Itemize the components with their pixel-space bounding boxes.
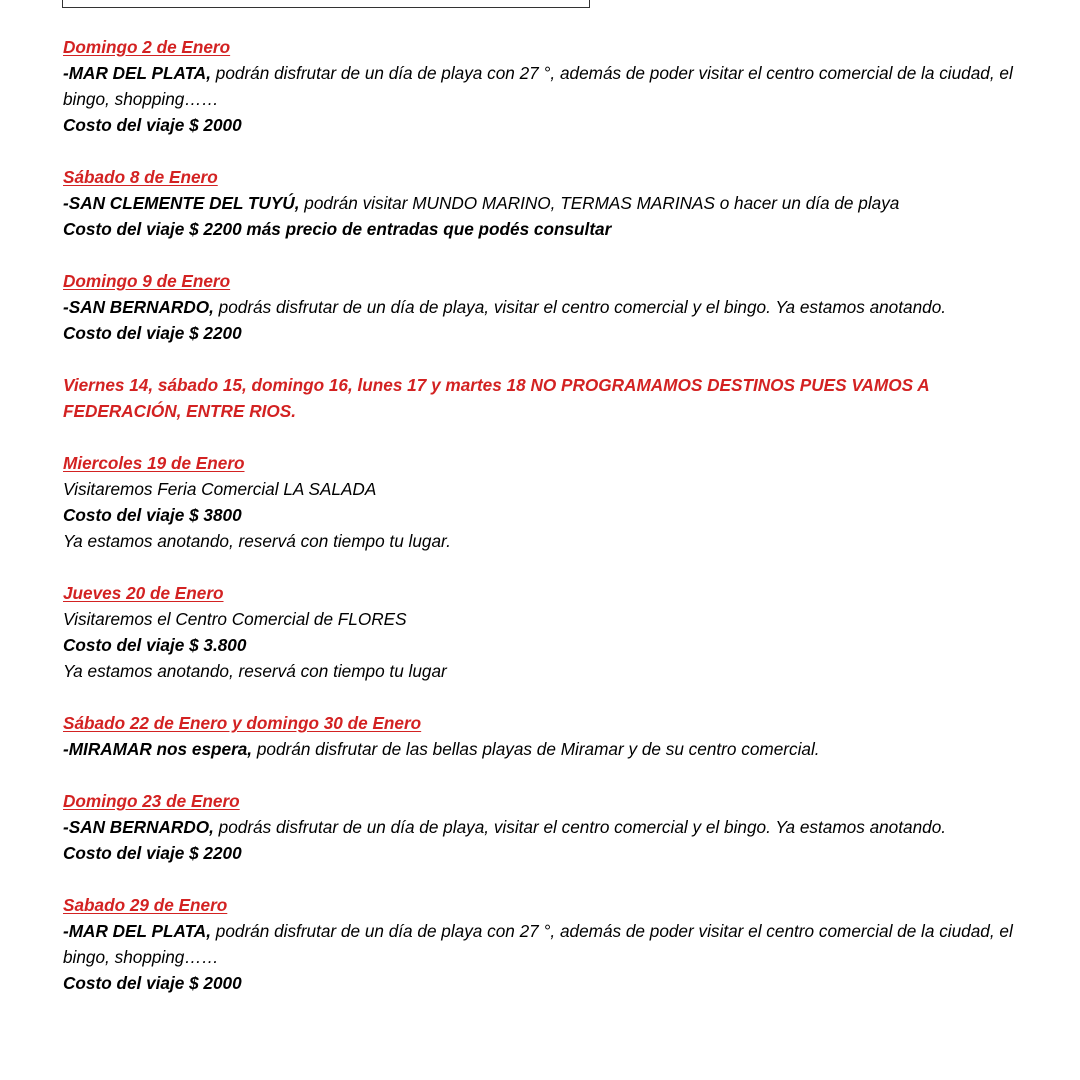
booking-note: Ya estamos anotando, reservá con tiempo tu lugar <box>63 661 447 681</box>
trip-cost: Costo del viaje $ 2200 más precio de entradas que podés consultar <box>63 219 612 239</box>
top-frame-box <box>62 0 590 8</box>
trip-entry <box>63 268 1023 346</box>
entry-description <box>63 814 1023 840</box>
entry-date: Jueves 20 de Enero <box>63 583 224 603</box>
entry-description: Visitaremos Feria Comercial LA SALADA <box>63 479 377 499</box>
federacion-notice: Viernes 14, sábado 15, domingo 16, lunes 17 y martes 18 NO PROGRAMAMOS DESTINOS PUES VAMOS A FEDERACIÓN, ENTRE RIOS. <box>63 375 929 421</box>
destination-details: podrán disfrutar de un día de playa con 27 °, además de poder visitar el centro comercial de la ciudad, el bingo, shopping…… <box>63 921 1013 967</box>
entry-description: Visitaremos el Centro Comercial de FLORES <box>63 609 407 629</box>
entry-description <box>63 736 1023 762</box>
trip-entry <box>63 710 1023 762</box>
destination-name: -MAR DEL PLATA, <box>63 921 211 941</box>
booking-note: Ya estamos anotando, reservá con tiempo tu lugar. <box>63 531 451 551</box>
entry-description <box>63 918 1023 970</box>
entry-date: Sábado 22 de Enero y domingo 30 de Enero <box>63 713 422 733</box>
trip-entry <box>63 450 1023 554</box>
trip-entry <box>63 580 1023 684</box>
trip-entry <box>63 892 1023 996</box>
destination-details: podrán visitar MUNDO MARINO, TERMAS MARINAS o hacer un día de playa <box>299 193 900 213</box>
entry-date: Domingo 2 de Enero <box>63 37 231 57</box>
destination-details: podrás disfrutar de un día de playa, visitar el centro comercial y el bingo. Ya estamos anotando. <box>213 817 947 837</box>
trip-cost: Costo del viaje $ 3800 <box>63 505 242 525</box>
entry-description <box>63 294 1023 320</box>
trip-schedule <box>63 34 1023 1022</box>
entry-date: Miercoles 19 de Enero <box>63 453 245 473</box>
destination-details: podrán disfrutar de las bellas playas de Miramar y de su centro comercial. <box>252 739 820 759</box>
trip-entry <box>63 164 1023 242</box>
destination-name: -SAN BERNARDO, <box>63 817 214 837</box>
destination-name: -MIRAMAR nos espera, <box>63 739 253 759</box>
destination-details: podrán disfrutar de un día de playa con 27 °, además de poder visitar el centro comercial de la ciudad, el bingo, shopping…… <box>63 63 1013 109</box>
trip-cost: Costo del viaje $ 3.800 <box>63 635 247 655</box>
destination-details: podrás disfrutar de un día de playa, visitar el centro comercial y el bingo. Ya estamos anotando. <box>213 297 947 317</box>
trip-cost: Costo del viaje $ 2000 <box>63 115 242 135</box>
trip-entry <box>63 34 1023 138</box>
destination-name: -SAN CLEMENTE DEL TUYÚ, <box>63 193 300 213</box>
entry-description <box>63 60 1023 112</box>
destination-name: -SAN BERNARDO, <box>63 297 214 317</box>
trip-cost: Costo del viaje $ 2000 <box>63 973 242 993</box>
trip-entry <box>63 788 1023 866</box>
destination-name: -MAR DEL PLATA, <box>63 63 211 83</box>
entry-date: Domingo 23 de Enero <box>63 791 240 811</box>
entry-date: Sábado 8 de Enero <box>63 167 218 187</box>
entry-description <box>63 190 1023 216</box>
trip-cost: Costo del viaje $ 2200 <box>63 323 242 343</box>
entry-date: Sabado 29 de Enero <box>63 895 228 915</box>
trip-cost: Costo del viaje $ 2200 <box>63 843 242 863</box>
entry-date: Domingo 9 de Enero <box>63 271 231 291</box>
